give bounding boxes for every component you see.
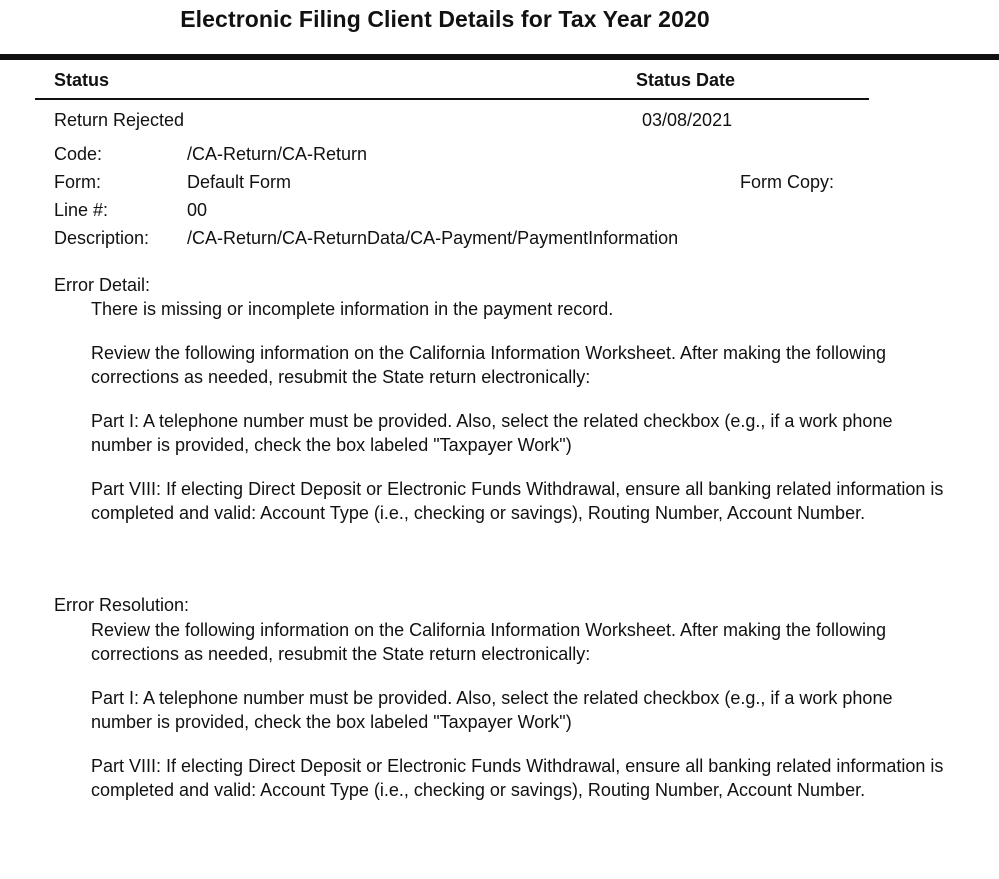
error-detail-label: Error Detail: [54,275,151,295]
error-resolution-paragraph: Part I: A telephone number must be provided. Also, select the related checkbox (e.g., if a work phone number is provided, check the box labeled "Taxpayer Work") [91,688,893,732]
error-detail-paragraph: Part I: A telephone number must be provided. Also, select the related checkbox (e.g., if a work phone number is provided, check the box labeled "Taxpayer Work") [91,411,893,455]
status-value: Return Rejected [54,110,185,130]
line-value: 00 [187,200,208,220]
error-detail-body [91,297,951,525]
error-resolution-body [91,618,951,802]
status-date-value: 03/08/2021 [642,110,733,130]
code-value: /CA-Return/CA-Return [187,144,368,164]
description-label: Description: [54,228,150,248]
error-resolution-paragraph: Review the following information on the California Information Worksheet. After making the following corrections as needed, resubmit the State return electronically: [91,620,887,664]
form-copy-label: Form Copy: [740,172,835,192]
error-resolution-label: Error Resolution: [54,595,190,615]
header-divider [35,98,869,100]
form-value: Default Form [187,172,292,192]
error-detail-paragraph: Review the following information on the California Information Worksheet. After making the following corrections as needed, resubmit the State return electronically: [91,343,887,387]
error-detail-paragraph: Part VIII: If electing Direct Deposit or Electronic Funds Withdrawal, ensure all banking related information is completed and valid: Account Type (i.e., checking or savings), Routing Number, Account Number. [91,479,944,523]
table-header [54,70,869,94]
status-date-column-header: Status Date [636,70,736,90]
title-divider [0,54,999,60]
page-title: Electronic Filing Client Details for Tax Year 2020 [180,6,710,32]
error-resolution-paragraph: Part VIII: If electing Direct Deposit or Electronic Funds Withdrawal, ensure all banking related information is completed and valid: Account Type (i.e., checking or savings), Routing Number, Account Number. [91,756,944,800]
description-value: /CA-Return/CA-ReturnData/CA-Payment/PaymentInformation [187,228,679,248]
code-label: Code: [54,144,103,164]
error-detail-paragraph: There is missing or incomplete information in the payment record. [91,299,614,319]
form-label: Form: [54,172,101,192]
status-column-header: Status [54,70,110,90]
line-label: Line #: [54,200,109,220]
